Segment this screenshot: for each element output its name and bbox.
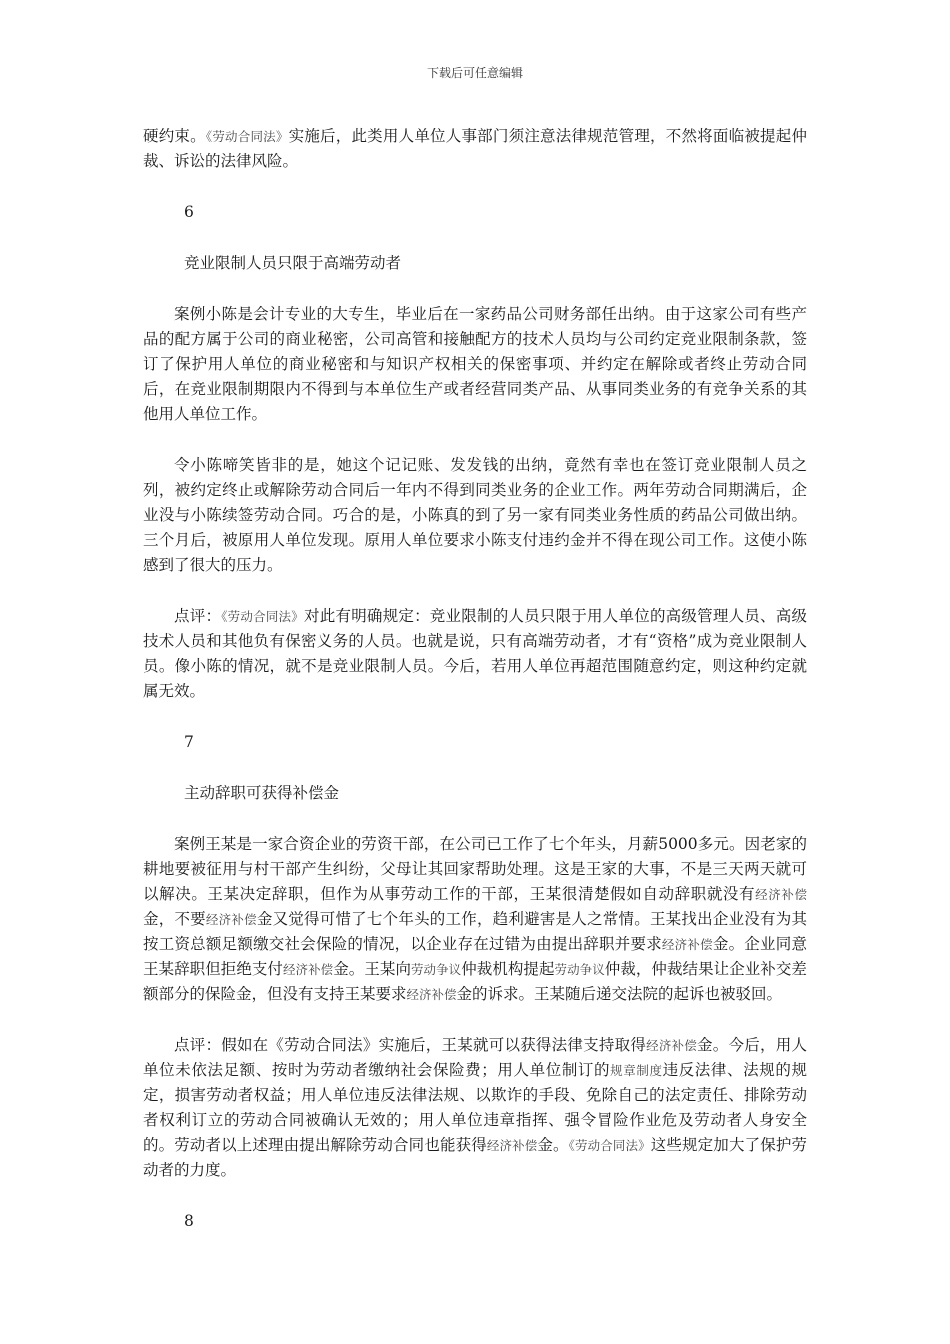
text-run: 。 <box>553 1136 569 1154</box>
intro-paragraph <box>143 124 807 174</box>
text-run: 金 <box>143 910 159 928</box>
text-run: 点评： <box>174 607 222 625</box>
term-rules: 规章制度 <box>610 1063 663 1078</box>
text-run: 实施后，此类用人单位人事部门须注意法律规范管理，不然将面临被提起仲裁、诉讼的法律风险。 <box>143 127 807 170</box>
term-economic-compensation: 经济补偿 <box>205 912 257 927</box>
text-run: 金 <box>333 960 349 978</box>
section-number-6: 6 <box>184 203 194 221</box>
text-run: 。今后，用人单位未依法足额、按时为劳动者缴纳社会保险费；用人单位制订的 <box>143 1036 807 1079</box>
text-run: ，不要 <box>158 910 206 928</box>
section-title-6: 竞业限制人员只限于高端劳动者 <box>184 254 402 272</box>
text-run: 。王某向 <box>348 960 411 978</box>
law-citation: 《劳动合同法》 <box>568 1138 651 1153</box>
text-run: 又觉得可惜了七个年头的工作，趋利避害是人之常情。王某找出企业没有为其按工资总额足额缴交社会保险的情况，以企业存在过错为由提出辞职并要求 <box>143 910 807 953</box>
case-paragraph-6: 案例小陈是会计专业的大专生，毕业后在一家药品公司财务部任出纳。由于这家公司有些产品的配方属于公司的商业秘密，公司高管和接触配方的技术人员均与公司约定竞业限制条款，签订了保护用人单位的商业秘密和与知识产权相关的保密事项、并约定在解除或者终止劳动合同后，在竞业限制期限内不得到与本单位生产或者经营同类产品、从事同类业务的有竞争关系的其他用人单位工作。 <box>143 305 807 423</box>
term-economic-compensation: 经济补偿 <box>646 1038 698 1053</box>
term-economic-compensation: 经济补偿 <box>283 962 334 977</box>
term-economic-compensation: 经济补偿 <box>755 887 807 902</box>
text-run: 。企业同意王某辞职但拒绝支付 <box>143 935 807 978</box>
text-run: 对此有明确规定：竞业限制的人员只限于用人单位的高级管理人员、高级技术人员和其他负有保密义务的人员。也就是说，只有高端劳动者，才有“资格”成为竞业限制人员。像小陈的情况，就不是竞业限制人员。今后，若用人单位再超范围随意约定，则这种约定就属无效。 <box>143 607 807 700</box>
comment-paragraph-7 <box>143 1033 807 1183</box>
text-run: 金 <box>697 1036 713 1054</box>
section-number-7: 7 <box>184 733 194 751</box>
law-citation: 《劳动合同法》 <box>221 609 305 624</box>
text-run: 金 <box>537 1136 553 1154</box>
term-economic-compensation: 经济补偿 <box>486 1138 538 1153</box>
law-citation: 《劳动合同法》 <box>268 1036 379 1054</box>
text-run: 这些规定加大了保护劳动者的力度。 <box>143 1136 807 1179</box>
text-run: 金 <box>712 935 729 953</box>
section-number-8: 8 <box>184 1212 194 1230</box>
page-header: 下载后可任意编辑 <box>426 66 523 80</box>
document-body <box>143 124 807 1234</box>
text-run: 的诉求。王某随后递交法院的起诉也被驳回。 <box>472 985 783 1003</box>
case-paragraph-7 <box>143 832 807 1007</box>
term-labor-dispute: 劳动争议 <box>554 962 605 977</box>
comment-paragraph-6 <box>143 604 807 704</box>
text-run: 实施后，王某就可以获得法律支持取得 <box>378 1036 647 1054</box>
text-run: 仲裁机构提起 <box>461 960 555 978</box>
term-economic-compensation: 经济补偿 <box>406 987 457 1002</box>
text-run: 金 <box>456 985 473 1003</box>
text-run: 案例王某是一家合资企业的劳资干部，在公司已工作了七个年头，月薪5000多元。因老家的耕地要被征用与村干部产生纠纷，父母让其回家帮助处理。这是王家的大事，不是三天两天就可以解决。王某决定辞职，但作为从事劳动工作的干部，王某很清楚假如自动辞职就没有 <box>143 835 807 903</box>
text-run: 违反法律、法规的规定，损害劳动者权益；用人单位违反法律法规、以欺诈的手段、免除自己的法定责任、排除劳动者权利订立的劳动合同被确认无效的；用人单位违章指挥、强令冒险作业危及劳动者人身安全的。劳动者以上述理由提出解除劳动合同也能获得 <box>143 1061 807 1154</box>
text-run: 金 <box>256 910 273 928</box>
section-title-7: 主动辞职可获得补偿金 <box>184 784 340 802</box>
term-economic-compensation: 经济补偿 <box>661 937 713 952</box>
text-run: 硬约束。 <box>143 127 206 145</box>
text-run: 点评：假如在 <box>174 1036 269 1054</box>
law-citation: 《劳动合同法》 <box>205 129 289 144</box>
story-paragraph-6: 令小陈啼笑皆非的是，她这个记记账、发发钱的出纳，竟然有幸也在签订竞业限制人员之列，被约定终止或解除劳动合同后一年内不得到同类业务的企业工作。两年劳动合同期满后，企业没与小陈续签劳动合同。巧合的是，小陈真的到了另一家有同类业务性质的药品公司做出纳。三个月后，被原用人单位发现。原用人单位要求小陈支付违约金并不得在现公司工作。这使小陈感到了很大的压力。 <box>143 456 807 574</box>
text-run: 仲裁，仲裁结果让企业补交差额部分的保险金，但没有支持王某要求 <box>143 960 807 1003</box>
term-labor-dispute: 劳动争议 <box>411 962 462 977</box>
